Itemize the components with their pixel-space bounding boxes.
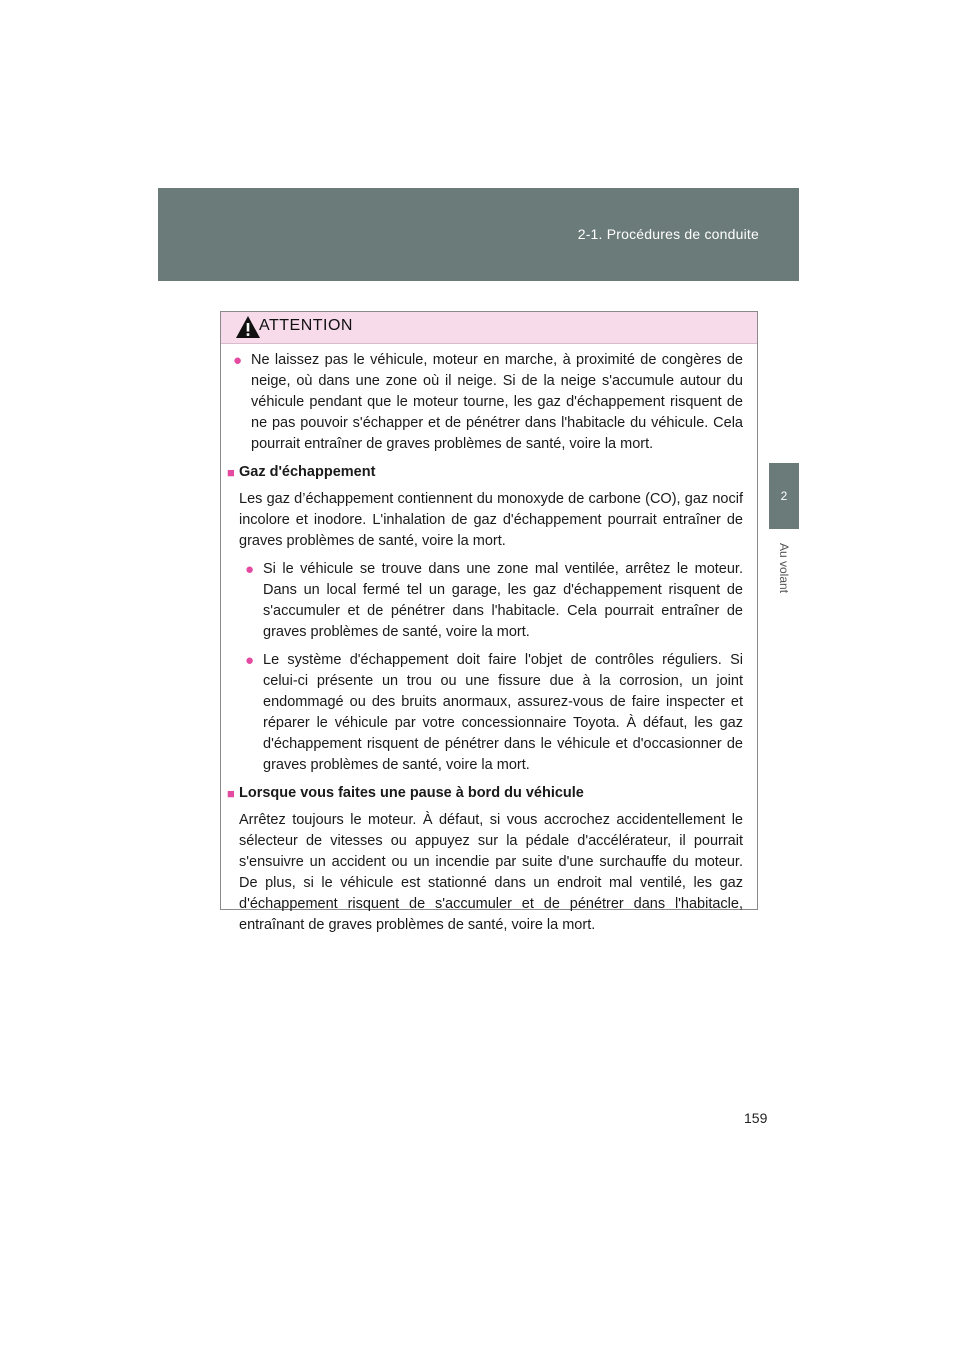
chapter-number: 2 — [780, 489, 788, 503]
warning-heading: ATTENTION — [259, 317, 353, 334]
chapter-label: Au volant — [777, 542, 791, 594]
exhaust-bullet-ventilation — [227, 559, 743, 643]
section-heading-pause — [227, 783, 743, 804]
chapter-tab — [769, 463, 799, 529]
chapter-header — [158, 188, 799, 281]
square-bullet-icon: ■ — [227, 786, 235, 801]
exhaust-bullet-inspection — [227, 650, 743, 776]
section-heading-text: Gaz d'échappement — [239, 464, 376, 480]
warning-box — [220, 311, 758, 933]
section-text-pause: Arrêtez toujours le moteur. À défaut, si vous accrochez accidentellement le sélecteur de vitesses ou appuyez sur la pédale d'accélérateur, il pourrait s'ensuivre un accident ou un incendie par suite d'une surchauffe du moteur. De plus, si le véhicule est stationné dans un endroit mal ventilé, les gaz d'échappement risquent de s'accumuler et de pénétrer dans l'habitacle, entraînant de graves problèmes de santé, voire la mort. — [239, 812, 743, 933]
page-number: 159 — [744, 1110, 768, 1126]
section-text-exhaust: Les gaz d’échappement contiennent du monoxyde de carbone (CO), gaz nocif incolore et inodore. L'inhalation de gaz d'échappement pourrait entraîner de graves problèmes de santé, voire la mort. — [239, 491, 743, 549]
bullet-text: Si le véhicule se trouve dans une zone mal ventilée, arrêtez le moteur. Dans un local fermé tel un garage, les gaz d'échappement risquent de s'accumuler et de pénétrer dans l'habitacle. Cela pourrait entraîner de graves problèmes de santé, voire la mort. — [263, 561, 743, 640]
section-heading-exhaust — [227, 462, 743, 483]
circle-bullet-icon: ● — [233, 352, 243, 369]
warning-content — [221, 344, 757, 936]
circle-bullet-icon: ● — [245, 652, 255, 669]
warning-bullet — [227, 350, 743, 455]
bullet-text: Le système d'échappement doit faire l'objet de contrôles réguliers. Si celui-ci présente un trou ou une fissure due à la corrosion, un joint endommagé ou des bruits anormaux, assurez-vous de faire inspecter et réparer le véhicule par votre concessionnaire Toyota. À défaut, les gaz d'échappement risquent de pénétrer dans le véhicule et d'occasionner de graves problèmes de santé, voire la mort. — [263, 652, 743, 773]
warning-triangle-icon — [235, 315, 261, 339]
bullet-text: Ne laissez pas le véhicule, moteur en marche, à proximité de congères de neige, où dans une zone où il neige. Si de la neige s'accumule autour du véhicule pendant que le moteur tourne, les gaz d'échappement risquent de ne pas pouvoir s'échapper et de pénétrer dans l'habitacle du véhicule. Cela pourrait entraîner de graves problèmes de santé, voire la mort. — [251, 352, 743, 452]
circle-bullet-icon: ● — [245, 561, 255, 578]
square-bullet-icon: ■ — [227, 465, 235, 480]
section-title: 2-1. Procédures de conduite — [577, 226, 759, 242]
section-heading-text: Lorsque vous faites une pause à bord du véhicule — [239, 785, 584, 801]
warning-header — [221, 312, 757, 344]
